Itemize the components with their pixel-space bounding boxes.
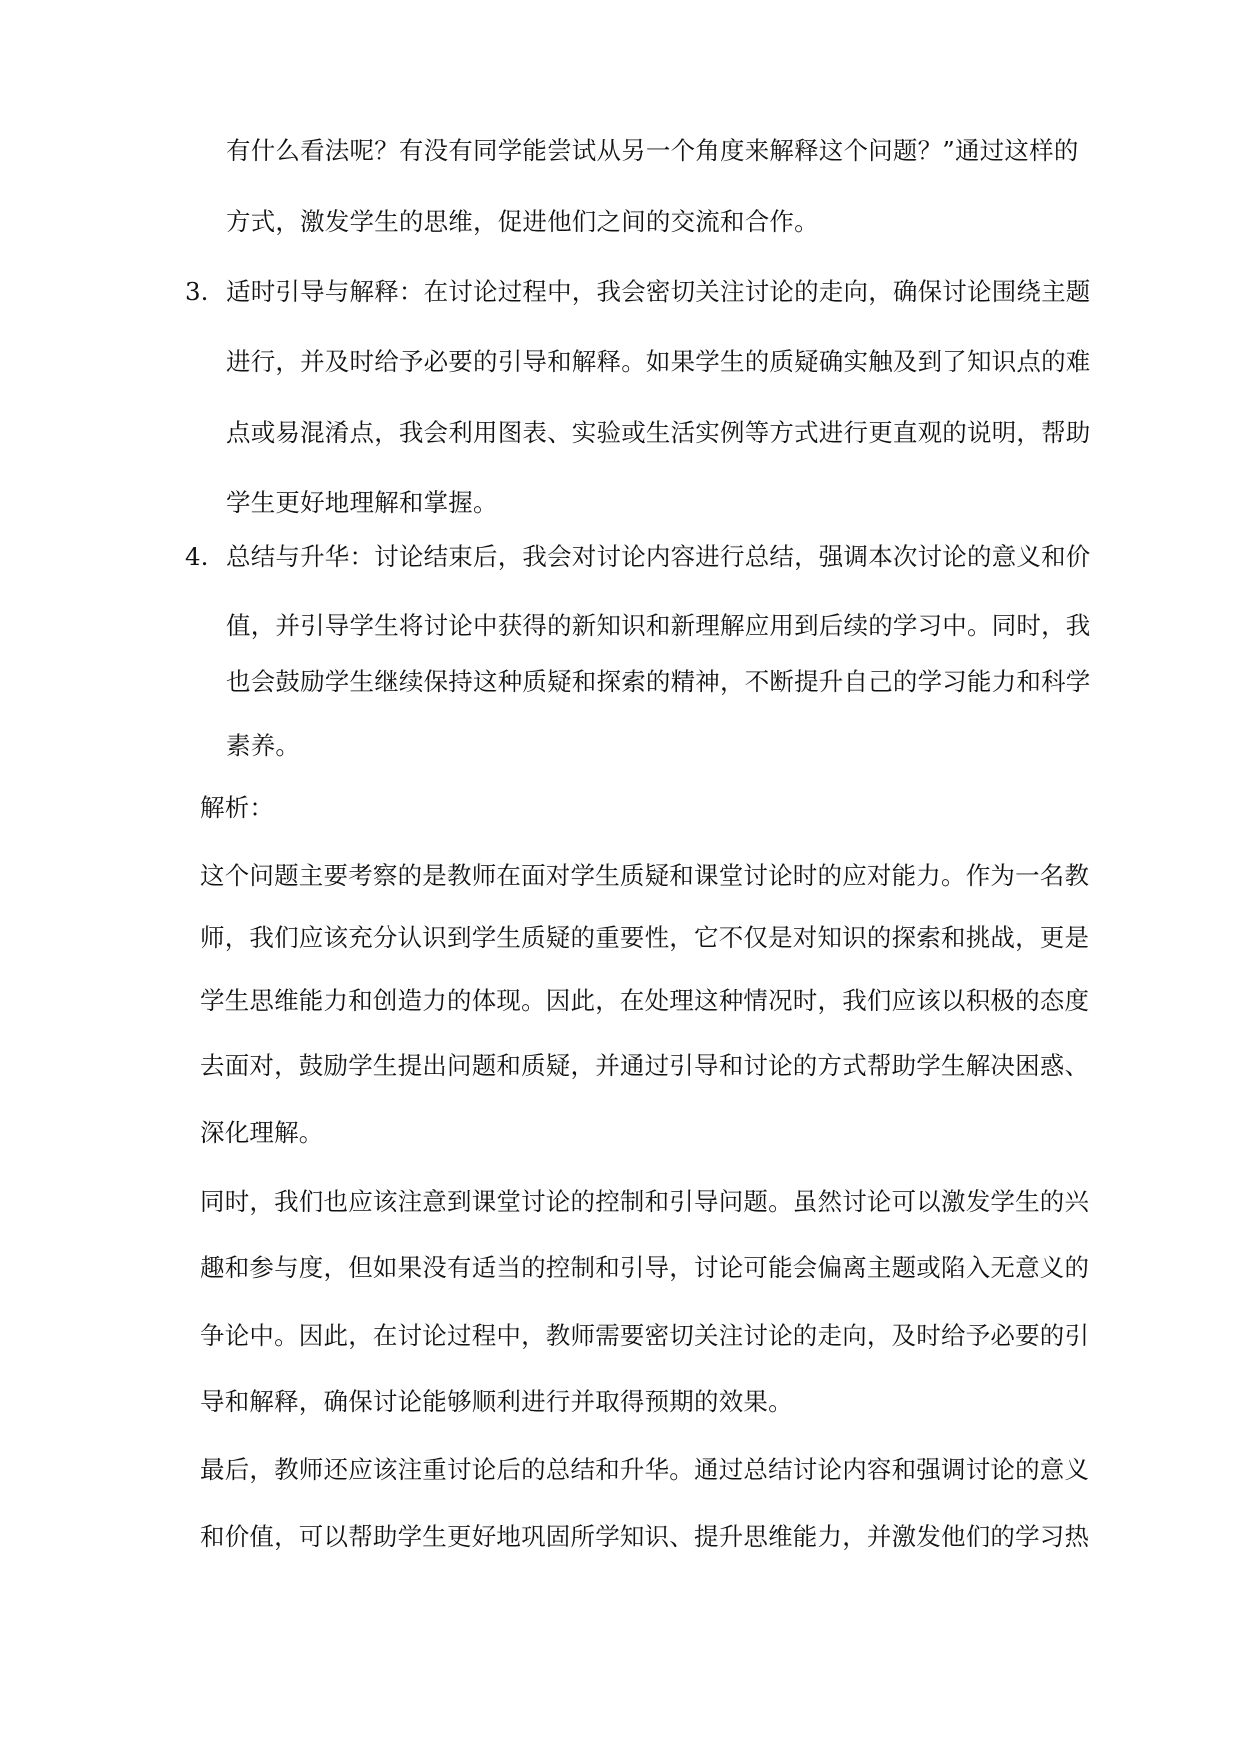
list-number: 3.: [185, 277, 209, 306]
list-item-line: 值，并引导学生将讨论中获得的新知识和新理解应用到后续的学习中。同时，我: [226, 611, 1091, 640]
continuation-line: 有什么看法呢？有没有同学能尝试从另一个角度来解释这个问题？”通过这样的: [226, 136, 1079, 165]
paragraph-line: 争论中。因此，在讨论过程中，教师需要密切关注讨论的走向，及时给予必要的引: [200, 1321, 1090, 1350]
continuation-line: 方式，激发学生的思维，促进他们之间的交流和合作。: [226, 207, 819, 236]
list-item-line: 也会鼓励学生继续保持这种质疑和探索的精神，不断提升自己的学习能力和科学: [226, 667, 1091, 696]
list-number: 4.: [185, 542, 209, 571]
paragraph-line: 趣和参与度，但如果没有适当的控制和引导，讨论可能会偏离主题或陷入无意义的: [200, 1253, 1090, 1282]
paragraph-line: 同时，我们也应该注意到课堂讨论的控制和引导问题。虽然讨论可以激发学生的兴: [200, 1187, 1090, 1216]
list-item-line: 总结与升华：讨论结束后，我会对讨论内容进行总结，强调本次讨论的意义和价: [226, 542, 1091, 571]
paragraph-line: 去面对，鼓励学生提出问题和质疑，并通过引导和讨论的方式帮助学生解决困惑、: [200, 1051, 1090, 1080]
analysis-heading: 解析：: [200, 793, 275, 822]
paragraph-line: 导和解释，确保讨论能够顺利进行并取得预期的效果。: [200, 1387, 793, 1416]
paragraph-line: 和价值，可以帮助学生更好地巩固所学知识、提升思维能力，并激发他们的学习热: [200, 1522, 1090, 1551]
paragraph-line: 这个问题主要考察的是教师在面对学生质疑和课堂讨论时的应对能力。作为一名教: [200, 861, 1090, 890]
list-item-line: 点或易混淆点，我会利用图表、实验或生活实例等方式进行更直观的说明，帮助: [226, 418, 1091, 447]
list-item-line: 进行，并及时给予必要的引导和解释。如果学生的质疑确实触及到了知识点的难: [226, 347, 1091, 376]
paragraph-line: 深化理解。: [200, 1118, 324, 1147]
paragraph-line: 最后，教师还应该注重讨论后的总结和升华。通过总结讨论内容和强调讨论的意义: [200, 1455, 1090, 1484]
list-item-line: 素养。: [226, 731, 301, 760]
paragraph-line: 学生思维能力和创造力的体现。因此，在处理这种情况时，我们应该以积极的态度: [200, 986, 1090, 1015]
paragraph-line: 师，我们应该充分认识到学生质疑的重要性，它不仅是对知识的探索和挑战，更是: [200, 923, 1090, 952]
list-item-line: 学生更好地理解和掌握。: [226, 488, 498, 517]
list-item-line: 适时引导与解释：在讨论过程中，我会密切关注讨论的走向，确保讨论围绕主题: [226, 277, 1091, 306]
